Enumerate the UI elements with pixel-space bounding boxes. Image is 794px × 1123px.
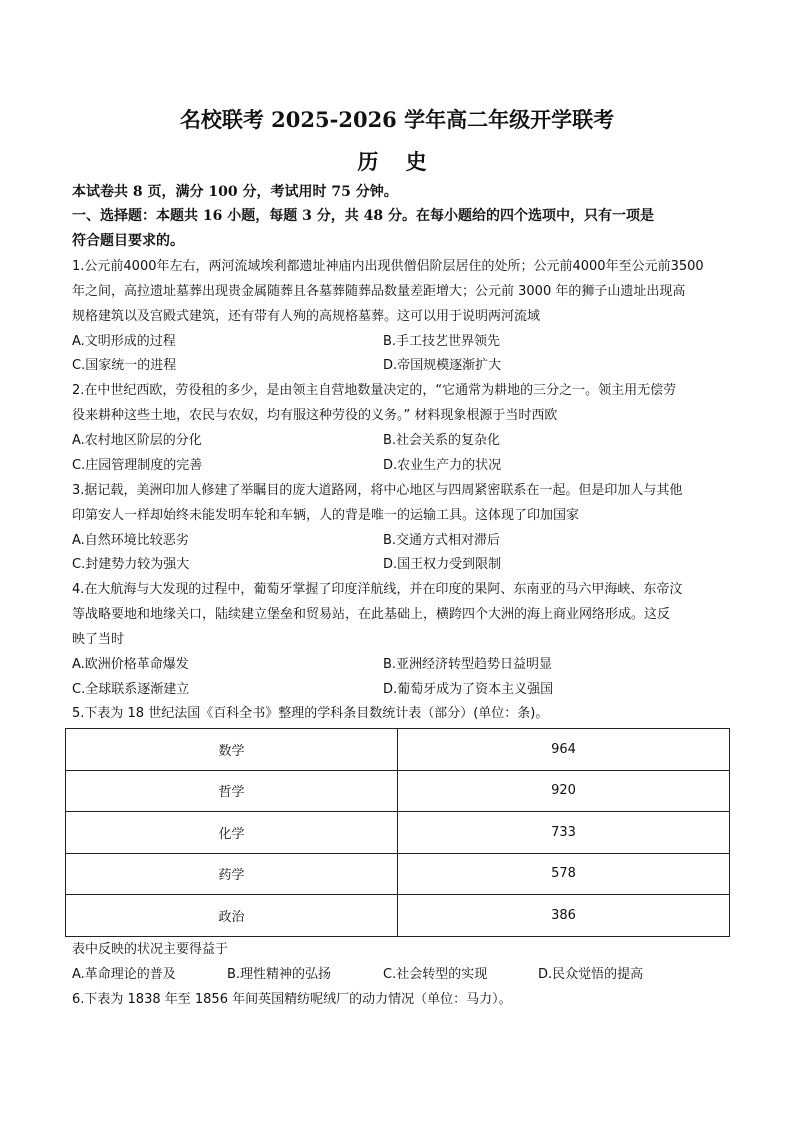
section-heading-cont: 符合题目要求的。: [72, 233, 184, 249]
q5-option-b: B.理性精神的弘扬: [227, 967, 332, 982]
q3-option-b: B.交通方式相对滞后: [383, 533, 501, 548]
q3-option-c: C.封建势力较为强大: [72, 557, 190, 572]
table-cell-subject: 哲学: [66, 770, 398, 812]
table-cell-count: 920: [398, 770, 730, 812]
table-cell-count: 964: [398, 729, 730, 771]
encyclopedia-table: [65, 728, 730, 937]
table-cell-subject: 化学: [66, 812, 398, 854]
table-cell-subject: 数学: [66, 729, 398, 771]
q4-option-c: C.全球联系逐渐建立: [72, 682, 190, 697]
table-cell-count: 386: [398, 895, 730, 937]
q1-option-c: C.国家统一的进程: [72, 358, 177, 373]
table-cell-count: 733: [398, 812, 730, 854]
q3-option-a: A.自然环境比较恶劣: [72, 533, 189, 548]
q4-stem-line: 映了当时: [72, 632, 125, 647]
q2-option-b: B.社会关系的复杂化: [383, 433, 501, 448]
table-row: [66, 853, 730, 895]
table-cell-subject: 政治: [66, 895, 398, 937]
table-cell-subject: 药学: [66, 853, 398, 895]
q4-option-b: B.亚洲经济转型趋势日益明显: [383, 657, 553, 672]
table-row: [66, 770, 730, 812]
q2-option-d: D.农业生产力的状况: [383, 458, 502, 473]
table-row: [66, 895, 730, 937]
table-cell-count: 578: [398, 853, 730, 895]
q3-stem-line: 3.据记载，美洲印加人修建了举瞩目的庞大道路网，将中心地区与四周紧密联系在一起。但是印加人与其他: [72, 483, 683, 498]
section-heading: 一、选择题：本题共 16 小题，每题 3 分，共 48 分。在每小题给的四个选项中，只有一项是: [72, 208, 654, 224]
q4-option-d: D.葡萄牙成为了资本主义强国: [383, 682, 554, 697]
q6-intro: 6.下表为 1838 年至 1856 年间英国精纺呢绒厂的动力情况（单位：马力）。: [72, 992, 512, 1007]
table-row: [66, 812, 730, 854]
table-row: [66, 729, 730, 771]
q1-option-a: A.文明形成的过程: [72, 334, 176, 349]
subject-title: 历 史: [357, 149, 437, 174]
q5-option-c: C.社会转型的实现: [383, 967, 488, 982]
q4-stem-line: 4.在大航海与大发现的过程中，葡萄牙掌握了印度洋航线，并在印度的果阿、东南亚的马六甲海峡、东帝汶: [72, 582, 683, 597]
q5-option-a: A.革命理论的普及: [72, 967, 176, 982]
q5-intro: 5.下表为 18 世纪法国《百科全书》整理的学科条目数统计表（部分）(单位：条)。: [72, 706, 549, 721]
exam-title: 名校联考 2025-2026 学年高二年级开学联考: [179, 107, 615, 132]
q1-stem-line: 规格建筑以及宫殿式建筑，还有带有人殉的高规格墓葬。这可以用于说明两河流域: [72, 309, 541, 324]
q2-stem-line: 2.在中世纪西欧，劳役租的多少，是由领主自营地数量决定的，“它通常为耕地的三分之一。领主用无偿劳: [72, 383, 677, 398]
q4-option-a: A.欧洲价格革命爆发: [72, 657, 189, 672]
q5-stem: 表中反映的状况主要得益于: [72, 942, 229, 957]
q3-option-d: D.国王权力受到限制: [383, 557, 502, 572]
q1-stem-line: 年之间，高拉遗址墓葬出现贵金属随葬且各墓葬随葬品数量差距增大；公元前 3000 年的狮子山遗址出现高: [72, 284, 686, 299]
q3-stem-line: 印第安人一样却始终未能发明车轮和车辆，人的背是唯一的运输工具。这体现了印加国家: [72, 508, 580, 523]
q2-option-a: A.农村地区阶层的分化: [72, 433, 202, 448]
q2-option-c: C.庄园管理制度的完善: [72, 458, 203, 473]
q1-stem-line: 1.公元前4000年左右，两河流域埃利都遗址神庙内出现供僧侣阶层居住的处所；公元前4000年至公元前3500: [72, 259, 704, 274]
exam-notice: 本试卷共 8 页，满分 100 分，考试用时 75 分钟。: [72, 184, 398, 200]
q1-option-b: B.手工技艺世界领先: [383, 334, 501, 349]
q1-option-d: D.帝国规模逐渐扩大: [383, 358, 502, 373]
q2-stem-line: 役来耕种这些土地，农民与农奴，均有服这种劳役的义务。” 材料现象根源于当时西欧: [72, 408, 558, 423]
q5-option-d: D.民众觉悟的提高: [538, 967, 644, 982]
q4-stem-line: 等战略要地和地缘关口，陆续建立堡垒和贸易站，在此基础上，横跨四个大洲的海上商业网络形成。这反: [72, 607, 671, 622]
